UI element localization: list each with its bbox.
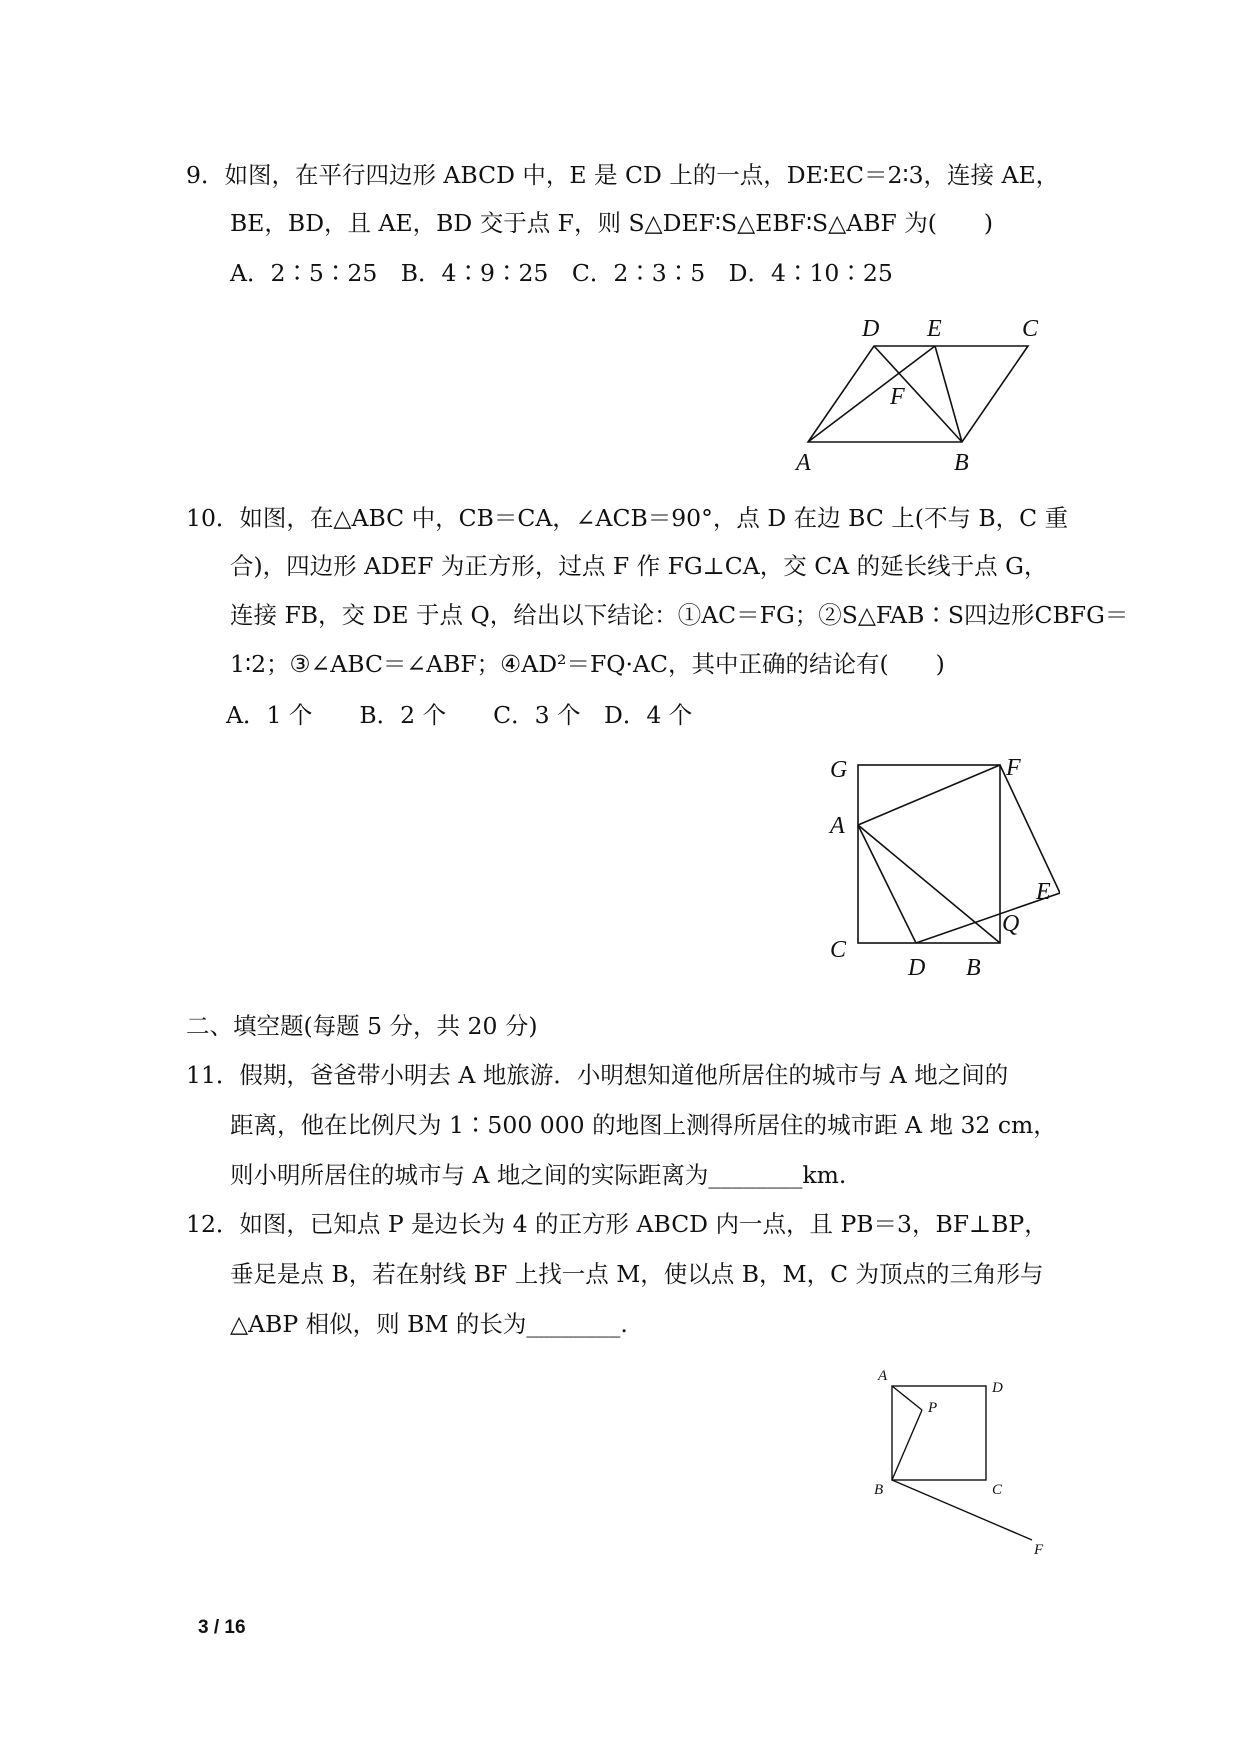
- q12-label-c: C: [992, 1482, 1003, 1498]
- q9-label-f: F: [890, 384, 905, 410]
- q9-line-2: BE，BD，且 AE，BD 交于点 F，则 S△DEF∶S△EBF∶S△ABF 为( ): [230, 209, 994, 237]
- q12-square-figure: [860, 1360, 1060, 1560]
- q9-label-e: E: [927, 316, 942, 342]
- q9-options: A．2∶5∶25 B．4∶9∶25 C．2∶3∶5 D．4∶10∶25: [230, 259, 893, 287]
- q10-line-1: 10．如图，在△ABC 中，CB＝CA，∠ACB＝90°，点 D 在边 BC 上(不与 B，C 重: [186, 504, 1069, 532]
- q12-line-3: △ABP 相似，则 BM 的长为________.: [230, 1310, 628, 1338]
- q9-parallelogram-figure: [790, 310, 1070, 480]
- q10-label-g: G: [830, 757, 848, 783]
- section-2-heading: 二、填空题(每题 5 分，共 20 分): [186, 1012, 538, 1040]
- q10-label-b: B: [966, 955, 981, 981]
- q10-label-c: C: [830, 937, 847, 963]
- q10-label-q: Q: [1002, 911, 1020, 937]
- q12-label-f: F: [1034, 1542, 1044, 1558]
- q9-label-c: C: [1022, 316, 1039, 342]
- q10-label-e: E: [1036, 879, 1051, 905]
- q11-line-1: 11．假期，爸爸带小明去 A 地旅游．小明想知道他所居住的城市与 A 地之间的: [186, 1061, 1009, 1089]
- q9-label-b: B: [954, 450, 969, 476]
- q10-options: A．1 个 B．2 个 C．3 个 D．4 个: [226, 701, 693, 729]
- q10-label-a: A: [830, 813, 845, 839]
- q10-line-3: 连接 FB，交 DE 于点 Q，给出以下结论：①AC＝FG；②S△FAB∶S四边形CBFG＝: [230, 601, 1129, 629]
- q12-line-2: 垂足是点 B，若在射线 BF 上找一点 M，使以点 B，M，C 为顶点的三角形与: [230, 1260, 1044, 1288]
- q12-label-b: B: [874, 1482, 884, 1498]
- q10-label-d: D: [908, 955, 926, 981]
- q10-square-figure: [820, 755, 1060, 995]
- q12-label-p: P: [928, 1400, 938, 1416]
- q9-label-d: D: [862, 316, 880, 342]
- q10-line-4: 1∶2；③∠ABC＝∠ABF；④AD²＝FQ·AC，其中正确的结论有( ): [230, 650, 945, 678]
- q10-label-f: F: [1006, 755, 1021, 781]
- q12-label-a: A: [878, 1368, 888, 1384]
- q9-line-1: 9．如图，在平行四边形 ABCD 中，E 是 CD 上的一点，DE∶EC＝2∶3，连接 AE，: [186, 161, 1060, 189]
- q10-line-2: 合)，四边形 ADEF 为正方形，过点 F 作 FG⊥CA，交 CA 的延长线于点 G，: [230, 552, 1048, 580]
- q12-label-d: D: [992, 1380, 1003, 1396]
- q11-line-2: 距离，他在比例尺为 1∶500 000 的地图上测得所居住的城市距 A 地 32 cm，: [230, 1111, 1057, 1139]
- q9-label-a: A: [796, 450, 811, 476]
- page-number: 3 / 16: [198, 1617, 246, 1638]
- q11-line-3: 则小明所居住的城市与 A 地之间的实际距离为________km.: [230, 1161, 847, 1189]
- q12-line-1: 12．如图，已知点 P 是边长为 4 的正方形 ABCD 内一点，且 PB＝3，BF⊥BP，: [186, 1210, 1048, 1238]
